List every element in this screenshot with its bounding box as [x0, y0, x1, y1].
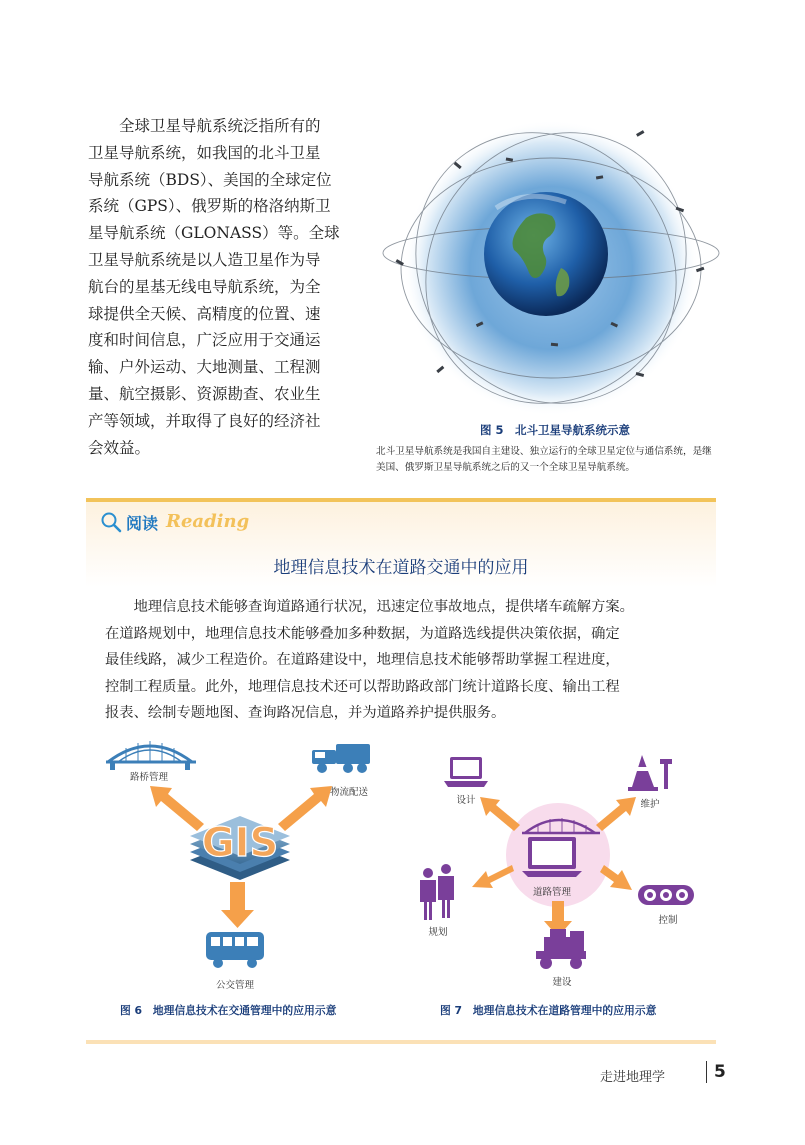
gis-label: GIS — [201, 820, 279, 866]
construction-vehicle-icon — [536, 929, 586, 969]
intro-lines-line: 航台的星基无线电导航系统，为全 — [88, 277, 321, 296]
label-bridge: 路桥管理 — [130, 772, 169, 783]
label-plan: 规划 — [428, 927, 448, 938]
label-bus: 公交管理 — [215, 980, 255, 991]
label-maintain: 维护 — [640, 799, 660, 810]
intro-lines-line: 卫星导航系统是以人造卫星作为导 — [88, 250, 321, 269]
figure6-diagram — [100, 732, 400, 994]
search-icon — [100, 511, 122, 533]
intro-paragraph — [88, 113, 340, 461]
traffic-light-icon — [638, 885, 694, 905]
footer-divider — [706, 1061, 707, 1083]
reading-body_lines-line: 最佳线路，减少工程造价。在道路建设中，地理信息技术能够帮助掌握工程进度， — [105, 652, 620, 668]
intro-lines-line: 度和时间信息，广泛应用于交通运 — [88, 331, 321, 350]
intro-lines-line: 全球卫星导航系统泛指所有的 — [88, 117, 321, 135]
reading-header — [86, 502, 386, 540]
footer-section-title: 走进地理学 — [600, 1070, 666, 1085]
page-number: 5 — [714, 1062, 726, 1082]
traffic-cone-icon — [628, 755, 672, 791]
label-design: 设计 — [456, 795, 476, 806]
figure7-diagram — [410, 745, 710, 995]
figure6-caption: 图 6 地理信息技术在交通管理中的应用示意 — [120, 1004, 337, 1017]
reading-label-en: Reading — [166, 511, 250, 532]
intro-lines-line: 星导航系统（GLONASS）等。全球 — [88, 224, 340, 243]
truck-icon — [312, 744, 370, 773]
label-logistics: 物流配送 — [330, 787, 369, 798]
people-icon — [420, 864, 454, 920]
reading-bottom-bar — [86, 1040, 716, 1044]
reading-body_lines-line: 报表、绘制专题地图、查询路况信息，并为道路养护提供服务。 — [105, 705, 506, 721]
reading-body_lines-line: 地理信息技术能够查询道路通行状况，迅速定位事故地点，提供堵车疏解方案。 — [105, 599, 634, 615]
label-control: 控制 — [658, 915, 678, 926]
laptop-icon — [522, 837, 582, 877]
figure7-caption: 图 7 地理信息技术在道路管理中的应用示意 — [440, 1004, 657, 1017]
intro-lines-line: 球提供全天候、高精度的位置、速 — [88, 304, 321, 323]
reading-body_lines-line: 在道路规划中，地理信息技术能够叠加多种数据，为道路选线提供决策依据，确定 — [105, 625, 620, 642]
intro-lines-line: 卫星导航系统，如我国的北斗卫星 — [88, 143, 321, 162]
figure5-caption-title: 图 5 北斗卫星导航系统示意 — [479, 423, 630, 437]
intro-lines-line: 会效益。 — [88, 438, 151, 457]
reading-body_lines-line: 控制工程质量。此外，地理信息技术还可以帮助路政部门统计道路长度、输出工程 — [105, 678, 620, 695]
intro-lines-line: 产等领域，并取得了良好的经济社 — [88, 411, 321, 430]
bridge-icon — [106, 741, 196, 770]
reading-label: 阅读 — [126, 514, 159, 533]
bus-icon — [206, 932, 264, 968]
intro-lines-line: 导航系统（BDS）、美国的全球定位 — [88, 170, 332, 189]
reading-title: 地理信息技术在道路交通中的应用 — [273, 558, 529, 578]
intro-lines-line: 输、户外运动、大地测量、工程测 — [88, 358, 321, 377]
label-build: 建设 — [552, 977, 572, 988]
intro-lines-line: 系统（GPS）、俄罗斯的格洛纳斯卫 — [88, 197, 331, 216]
figure5-caption-text: 北斗卫星导航系统是我国自主建设、独立运行的全球卫星定位与通信系统，是继美国、俄罗斯卫星导航系统之后的又一个全球卫星导航系统。 — [376, 446, 712, 473]
figure5-globe-image — [376, 118, 726, 418]
intro-lines-line: 量、航空摄影、资源勘查、农业生 — [88, 384, 321, 403]
reading-body — [105, 594, 697, 727]
laptop-icon — [444, 757, 488, 787]
label-center: 道路管理 — [532, 887, 572, 898]
